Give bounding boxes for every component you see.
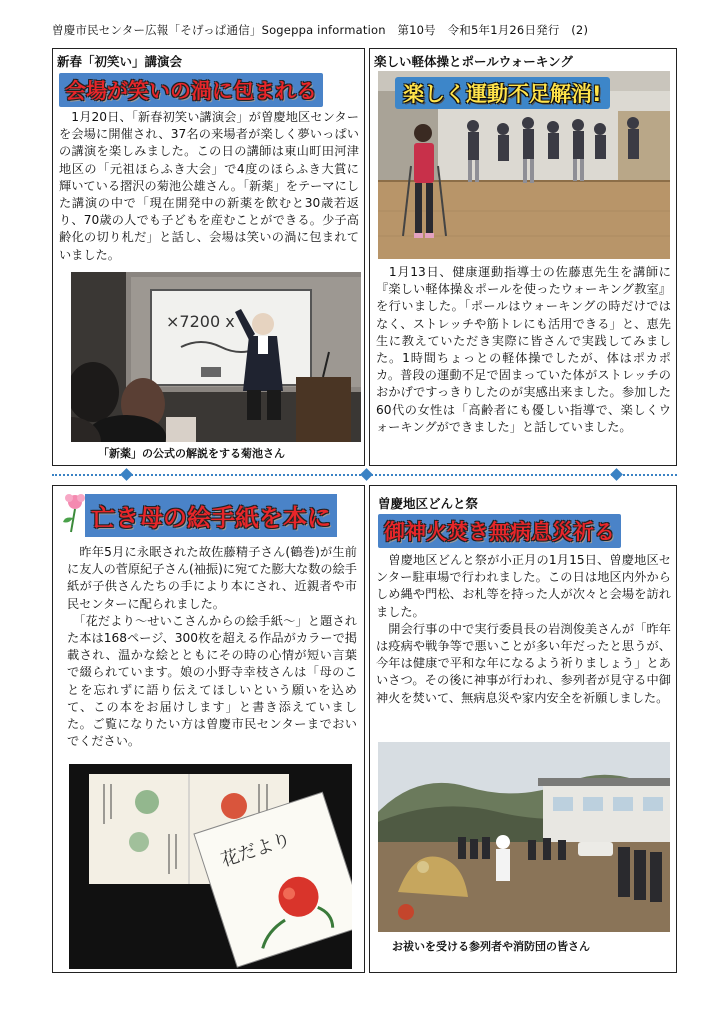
section-divider	[52, 470, 677, 480]
book-photo	[69, 764, 352, 969]
article-headline: 楽しく運動不足解消!	[395, 77, 610, 109]
lecture-photo	[71, 272, 361, 442]
newsletter-header: 曽慶市民センター広報「そげっぱ通信」Sogeppa information 第10号 令和5年1月26日発行 (2)	[52, 23, 589, 37]
section-label: 新春「初笑い」講演会	[57, 54, 183, 69]
book-title: 花だより	[218, 829, 294, 872]
flower-icon	[59, 492, 91, 536]
lecture-article	[52, 48, 365, 466]
article-body: 昨年5月に永眠された故佐藤精子さん(鶴巻)が生前に友人の菅原紀子さん(袖振)に宛てた膨大な数の絵手紙が子供さんたちの手により本にされ、近親者や市民センターに配られました。 「花だより～せいこさんからの絵手紙～」と題された本は168ページ、300枚を超える作品がカラーで掲載され、温かな絵とともにその時の心情が短い言葉で綴られています。娘の小野寺幸枝さんは「母のことを忘れずに語り伝えてほしいという願いを込めて、この本をお届けします」と書き添えていました。ご覧になりたい方は曽慶市民センターまでおいでください。	[67, 545, 357, 749]
whiteboard-writing: ×7200 x	[166, 312, 235, 331]
section-label: 楽しい軽体操とポールウォーキング	[374, 54, 573, 69]
article-body: 曽慶地区どんと祭が小正月の1月15日、曽慶地区センター駐車場で行われました。この日は地区内外からしめ縄や門松、お札等を持った人が次々と会場を訪れました。 開会行事の中で実行委員長の岩渕俊美さんが「昨年は疫病や戦争等で悪いことが多い年だったと思うが、今年は健康で平和な年になるよう祈りましょう」とあいさつ。その後に神事が行われ、参列者が見守る中御神火を焚いて、無病息災や家内安全を祈願しました。	[376, 553, 671, 705]
article-body: 1月13日、健康運動指導士の佐藤恵先生を講師に『楽しい軽体操＆ポールを使ったウォーキング教室』を行いました。「ポールはウォーキングの時だけではなく、ストレッチや筋トレにも活用できる」と、恵先生に教えていただき実際に皆さんで実践してみました。1時間ちょっとの軽体操でしたが、体はポカポカ。普段の運動不足で固まっていた体がストレッチのおかげですっきりしたのが実感出来ました。参加した60代の女性は「高齢者にも優しい指導で、楽しくウォーキングができました」と話していました。	[376, 265, 671, 434]
article-headline: 御神火焚き無病息災祈る	[378, 514, 621, 548]
photo-caption: 「新薬」の公式の解説をする菊池さん	[98, 447, 285, 460]
dondo-article	[369, 485, 677, 973]
article-headline: 会場が笑いの渦に包まれる	[59, 73, 323, 107]
etegami-article	[52, 485, 365, 973]
exercise-article	[369, 48, 677, 466]
festival-photo	[378, 742, 670, 932]
article-body: 1月20日、「新春初笑い講演会」が曽慶地区センターを会場に開催され、37名の来場者が楽しく夢いっぱいの講演を楽しみました。この日の講師は東山町田河津地区の「元祖ほらふき大会」で4度のほらふき大賞に輝いている摺沢の菊池公雄さん。「新薬」をテーマにした講演の中で「現在開発中の新薬を飲むと30歳若返り、70歳の人でも子どもを産むことができる。少子高齢化の切り札だ」と話し、会場は笑いの渦に包まれていました。	[59, 110, 359, 262]
photo-caption: お祓いを受ける参列者や消防団の皆さん	[392, 940, 590, 953]
article-headline: 亡き母の絵手紙を本に	[59, 494, 337, 537]
section-label: 曽慶地区どんと祭	[378, 496, 479, 511]
